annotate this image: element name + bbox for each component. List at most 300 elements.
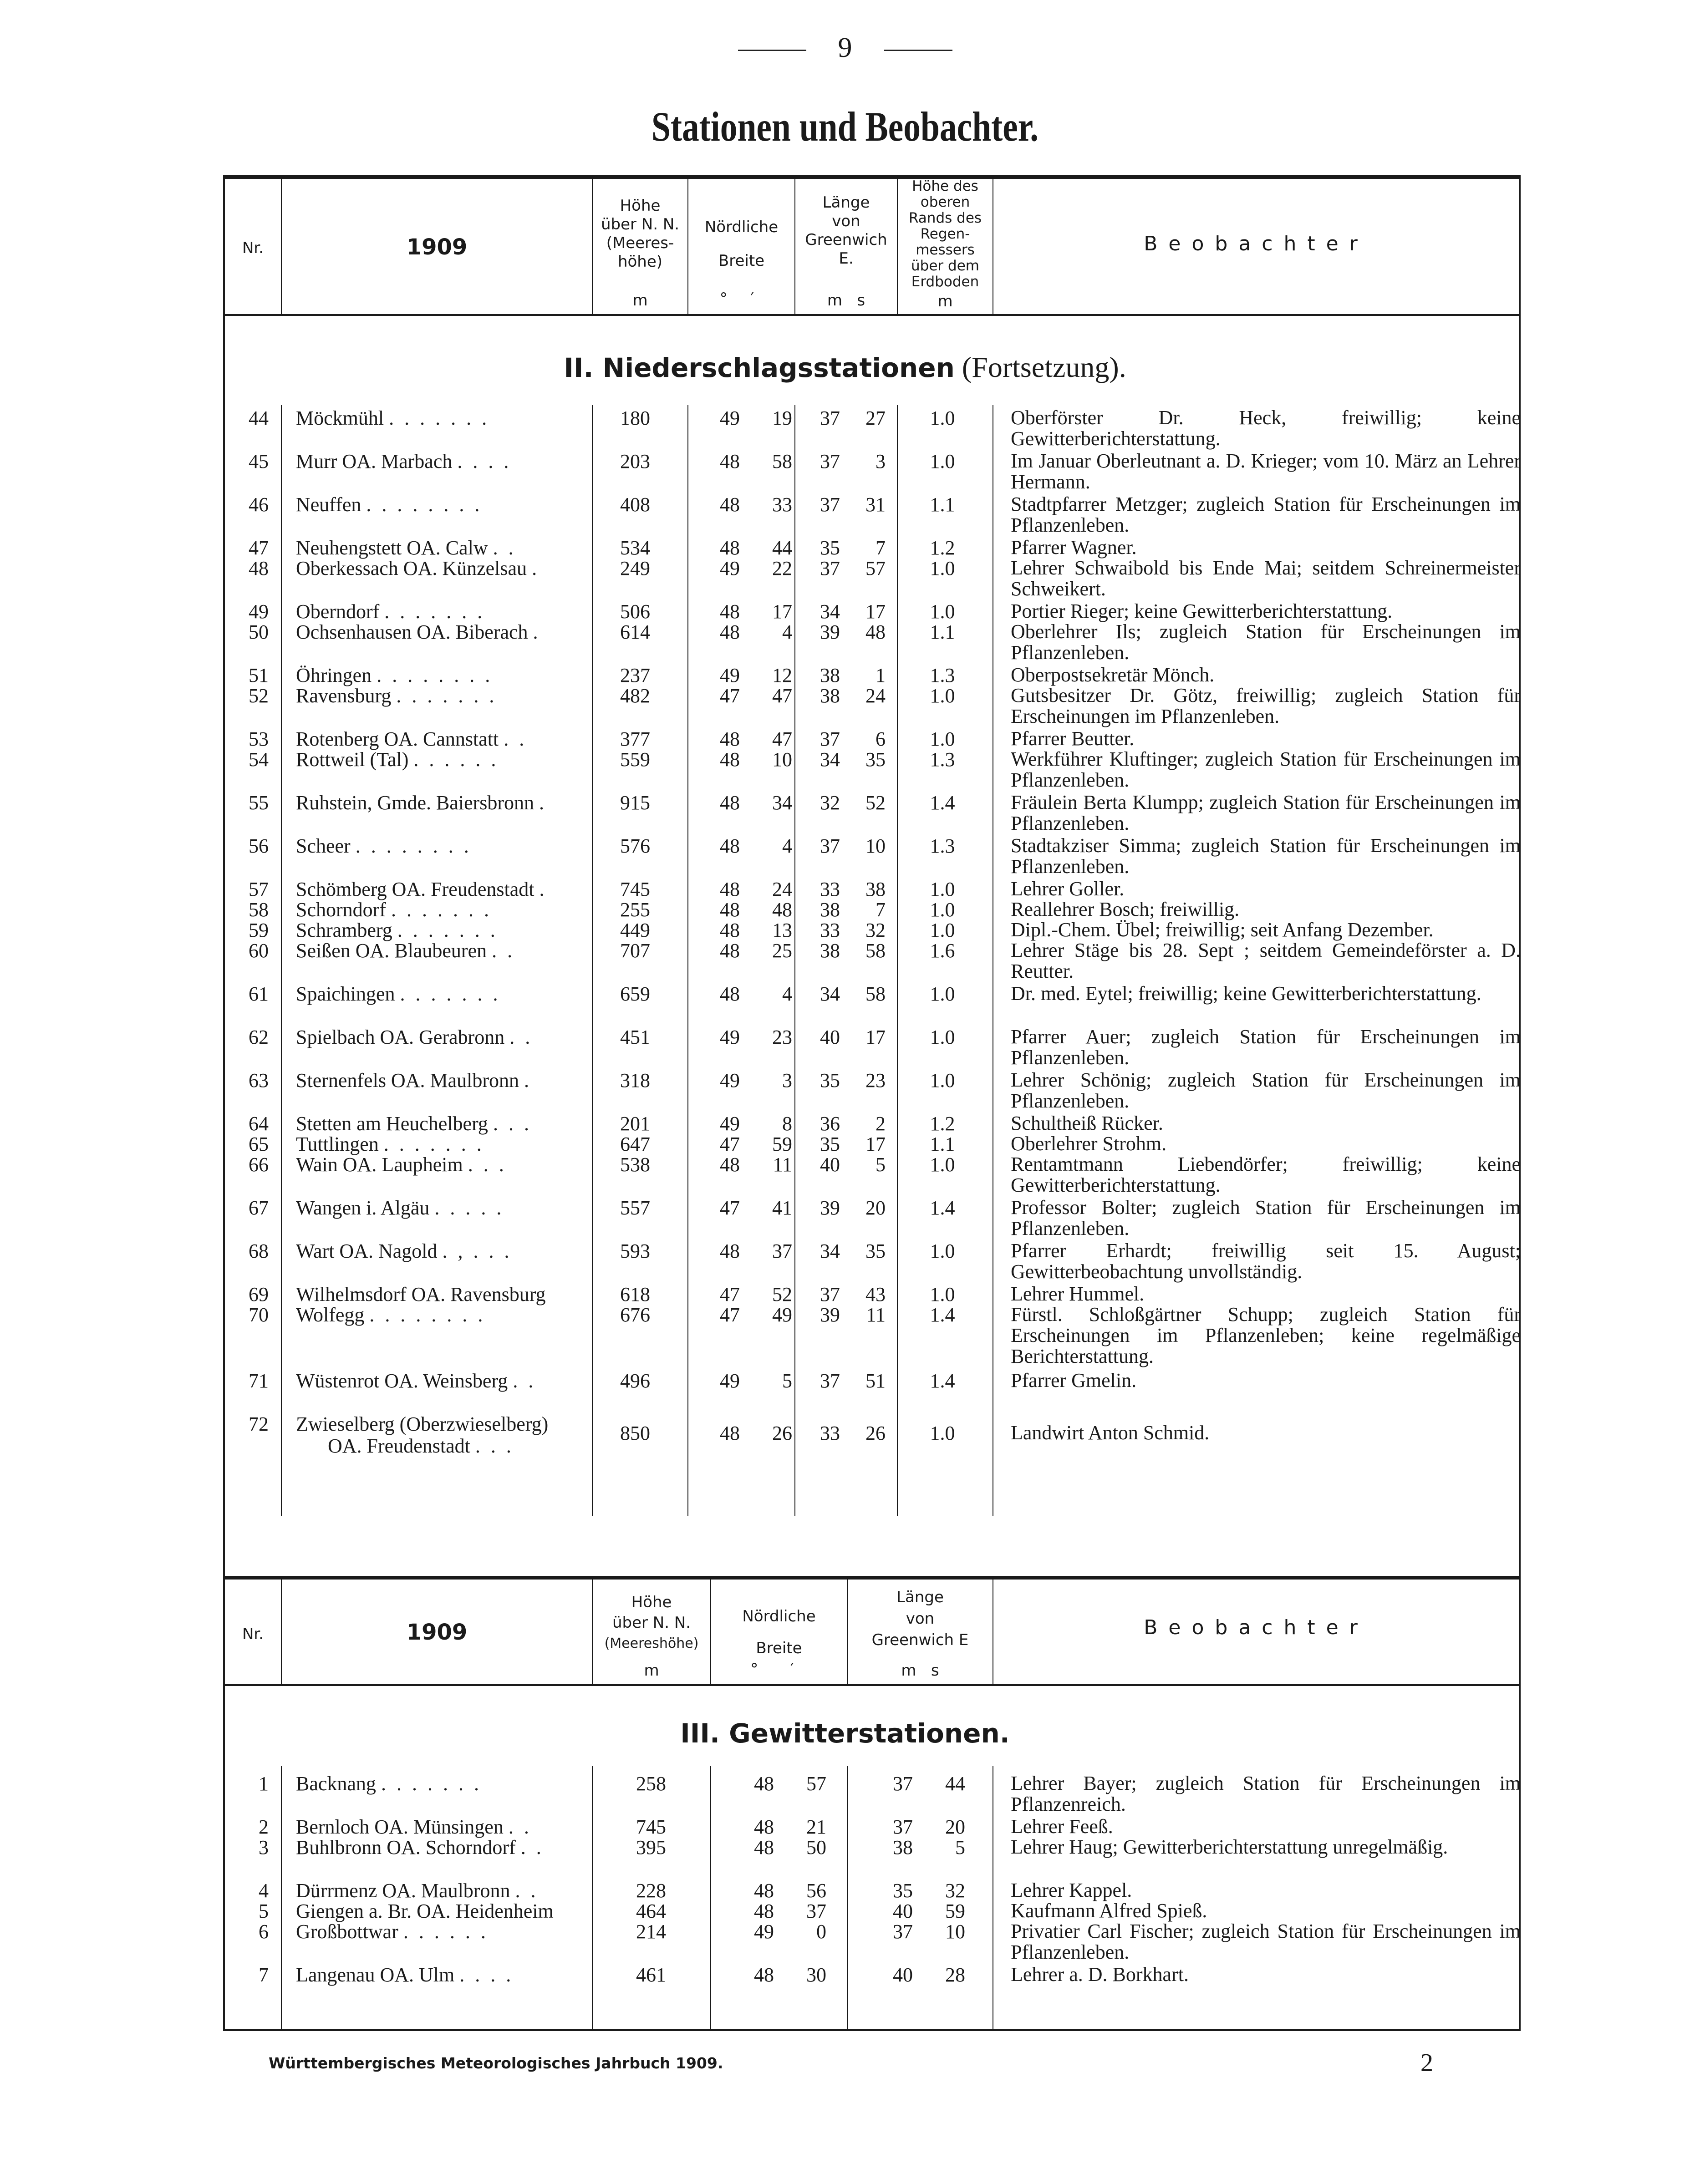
station-number: 3 [259, 1836, 269, 1859]
station-name [296, 1900, 596, 1922]
header-gauge-line: messers [916, 242, 975, 258]
longitude-seconds: 43 [865, 1283, 886, 1305]
longitude-minutes: 34 [820, 1240, 840, 1262]
longitude-seconds: 58 [865, 940, 886, 962]
longitude-minutes: 35 [893, 1879, 913, 1902]
header-longitude [795, 193, 897, 268]
leader-dots: . . [513, 1370, 536, 1392]
header-longitude-line: von [832, 212, 860, 230]
leader-dots: . . . . . . [413, 749, 499, 771]
longitude-minutes: 33 [820, 1422, 840, 1444]
station-name-text: Schramberg [296, 919, 392, 941]
observer-text: Lehrer Bayer; zugleich Station für Erscheinungen im Pflanzenreich. [1011, 1772, 1521, 1815]
leader-dots: . . . . . . . [396, 685, 497, 707]
longitude-seconds: 23 [865, 1069, 886, 1092]
longitude-seconds: 26 [865, 1422, 886, 1444]
station-name [296, 665, 596, 686]
header2-longitude [848, 1587, 993, 1651]
latitude-minutes: 21 [806, 1816, 826, 1838]
station-altitude: 614 [620, 621, 650, 643]
longitude-minutes: 37 [820, 493, 840, 516]
observer-text: Landwirt Anton Schmid. [1011, 1422, 1210, 1444]
leader-dots: . . [509, 1026, 533, 1048]
longitude-minutes: 37 [820, 557, 840, 579]
gauge-height: 1.0 [930, 1026, 955, 1048]
station-name [296, 1113, 596, 1135]
station-number: 70 [249, 1304, 269, 1326]
station-name [296, 1413, 596, 1457]
leader-dots: . . . . . . . [389, 407, 490, 429]
station-name [296, 685, 596, 707]
table-row [0, 557, 1690, 600]
station-number: 63 [249, 1069, 269, 1092]
latitude-degrees: 48 [720, 1153, 740, 1176]
leader-dots: . . . . . . . [397, 919, 498, 941]
leader-dots: . [533, 621, 541, 643]
station-altitude: 237 [620, 664, 650, 686]
station-altitude: 377 [620, 728, 650, 750]
longitude-seconds: 20 [945, 1816, 965, 1838]
section-title-rest: (Fortsetzung). [962, 351, 1126, 383]
latitude-degrees: 48 [754, 1836, 774, 1859]
longitude-seconds: 3 [876, 450, 886, 472]
latitude-minutes: 41 [772, 1197, 792, 1219]
latitude-minutes: 52 [772, 1283, 792, 1305]
table-row [0, 983, 1690, 1006]
station-name [296, 558, 596, 579]
gauge-height: 1.3 [930, 835, 955, 857]
longitude-seconds: 1 [876, 664, 886, 686]
gauge-height: 1.6 [930, 940, 955, 962]
longitude-minutes: 37 [893, 1816, 913, 1838]
gauge-height: 1.0 [930, 1283, 955, 1305]
latitude-minutes: 4 [782, 621, 792, 643]
longitude-minutes: 37 [820, 835, 840, 857]
station-name-text: Wangen i. Algäu [296, 1197, 430, 1219]
gauge-height: 1.0 [930, 1422, 955, 1444]
longitude-seconds: 11 [866, 1304, 886, 1326]
table-row [0, 1026, 1690, 1069]
station-altitude: 461 [636, 1964, 666, 1986]
table-row [0, 1153, 1690, 1196]
header2-longitude-line: Länge [896, 1588, 944, 1606]
observer-text: Fürstl. Schloßgärtner Schupp; zugleich Station für Erscheinungen im Pflanzenleben; keine regelmäßige Berichterstattung. [1011, 1303, 1521, 1367]
table-row [0, 1413, 1690, 1457]
gauge-height: 1.0 [930, 899, 955, 921]
leader-dots: . [539, 879, 547, 900]
station-name [296, 1026, 596, 1048]
header-longitude-line: Länge [822, 193, 870, 212]
gauge-height: 1.0 [930, 1153, 955, 1176]
station-name [296, 537, 596, 559]
station-name [296, 749, 596, 771]
longitude-seconds: 31 [865, 493, 886, 516]
station-altitude: 538 [620, 1153, 650, 1176]
header2-altitude [593, 1592, 710, 1654]
latitude-minutes: 58 [772, 450, 792, 472]
station-name-text: Spielbach OA. Gerabronn [296, 1026, 505, 1048]
header-latitude [688, 210, 794, 278]
latitude-minutes: 22 [772, 557, 792, 579]
station-name [296, 1964, 596, 1986]
station-name [296, 899, 596, 921]
leader-dots: . . . [493, 1113, 532, 1135]
header2-year: 1909 [406, 1620, 468, 1645]
longitude-minutes: 40 [893, 1900, 913, 1922]
gauge-height: 1.0 [930, 919, 955, 941]
longitude-minutes: 37 [893, 1920, 913, 1943]
header-dash-right [884, 50, 952, 51]
leader-dots: . . . . . . . . [366, 494, 483, 516]
longitude-seconds: 6 [876, 728, 886, 750]
station-name-text: Schorndorf [296, 899, 386, 921]
observer-text: Oberpostsekretär Mönch. [1011, 664, 1215, 686]
station-altitude: 496 [620, 1370, 650, 1392]
longitude-seconds: 27 [865, 407, 886, 429]
table-row [0, 879, 1690, 901]
longitude-minutes: 38 [820, 685, 840, 707]
header2-longitude-line: von [906, 1610, 935, 1628]
station-name [296, 1837, 596, 1859]
gauge-height: 1.0 [930, 685, 955, 707]
table-row [0, 791, 1690, 834]
header2-observer: Beobachter [1144, 1616, 1369, 1639]
leader-dots: . . [492, 940, 515, 962]
station-altitude: 576 [620, 835, 650, 857]
leader-dots: . . . . . [434, 1197, 504, 1219]
latitude-degrees: 49 [720, 1069, 740, 1092]
station-altitude: 745 [620, 878, 650, 900]
latitude-degrees: 48 [720, 1240, 740, 1262]
longitude-minutes: 33 [820, 919, 840, 941]
longitude-seconds: 35 [865, 748, 886, 771]
latitude-degrees: 49 [720, 664, 740, 686]
longitude-minutes: 34 [820, 748, 840, 771]
station-name [296, 407, 596, 429]
latitude-minutes: 3 [782, 1069, 792, 1092]
observer-text: Kaufmann Alfred Spieß. [1011, 1900, 1207, 1922]
station-name-text: Giengen a. Br. OA. Heidenheim [296, 1900, 554, 1922]
station-name [296, 1070, 596, 1092]
section-title-bold: III. Gewitterstationen. [680, 1718, 1010, 1749]
table-row [0, 450, 1690, 493]
longitude-minutes: 38 [820, 664, 840, 686]
latitude-minutes: 23 [772, 1026, 792, 1048]
longitude-minutes: 38 [820, 940, 840, 962]
station-name-text: Spaichingen [296, 983, 395, 1005]
station-number: 50 [249, 621, 269, 643]
latitude-degrees: 48 [720, 878, 740, 900]
header2-latitude [711, 1600, 847, 1664]
station-name [296, 621, 596, 643]
latitude-degrees: 48 [720, 748, 740, 771]
table-row [0, 1837, 1690, 1859]
header2-latitude-unit: ° ′ [750, 1660, 808, 1678]
station-altitude: 707 [620, 940, 650, 962]
latitude-minutes: 11 [773, 1153, 792, 1176]
table-2-top-rule [223, 1576, 1521, 1580]
observer-text: Pfarrer Gmelin. [1011, 1369, 1137, 1392]
longitude-minutes: 35 [820, 1133, 840, 1155]
gauge-height: 1.0 [930, 450, 955, 472]
leader-dots: . . [493, 537, 516, 559]
latitude-minutes: 50 [806, 1836, 826, 1859]
observer-text: Schultheiß Rücker. [1011, 1112, 1163, 1134]
latitude-degrees: 48 [720, 835, 740, 857]
longitude-seconds: 17 [865, 1133, 886, 1155]
station-name-text: Dürrmenz OA. Maulbronn [296, 1880, 510, 1902]
station-name-text: Schömberg OA. Freudenstadt [296, 879, 534, 900]
latitude-degrees: 49 [754, 1920, 774, 1943]
gauge-height: 1.4 [930, 1197, 955, 1219]
station-altitude: 451 [620, 1026, 650, 1048]
station-altitude: 255 [620, 899, 650, 921]
station-altitude: 506 [620, 600, 650, 623]
longitude-seconds: 28 [945, 1964, 965, 1986]
gauge-height: 1.1 [930, 1133, 955, 1155]
observer-text: Fräulein Berta Klumpp; zugleich Station für Erscheinungen im Pflanzenleben. [1011, 791, 1521, 834]
station-altitude: 482 [620, 685, 650, 707]
observer-text: Oberlehrer Ils; zugleich Station für Erscheinungen im Pflanzenleben. [1011, 620, 1521, 664]
latitude-degrees: 47 [720, 1283, 740, 1305]
longitude-minutes: 34 [820, 600, 840, 623]
latitude-degrees: 49 [720, 1370, 740, 1392]
longitude-minutes: 34 [820, 983, 840, 1005]
longitude-minutes: 36 [820, 1112, 840, 1135]
station-altitude: 449 [620, 919, 650, 941]
leader-dots: . . . . . . . [384, 601, 485, 623]
longitude-seconds: 52 [865, 792, 886, 814]
table-row [0, 1370, 1690, 1393]
station-name-text: Zwieselberg (Oberzwieselberg) [296, 1413, 549, 1435]
table-row [0, 1964, 1690, 1987]
header-altitude-line: (Meeres- [606, 234, 674, 252]
latitude-minutes: 12 [772, 664, 792, 686]
longitude-minutes: 37 [820, 1283, 840, 1305]
station-name [296, 1154, 596, 1176]
longitude-seconds: 5 [955, 1836, 965, 1859]
longitude-minutes: 37 [820, 1370, 840, 1392]
header-gauge-height [898, 178, 993, 290]
station-name-text: Möckmühl [296, 407, 384, 429]
table-row [0, 1303, 1690, 1367]
table-row [0, 406, 1690, 450]
latitude-minutes: 13 [772, 919, 792, 941]
latitude-minutes: 25 [772, 940, 792, 962]
table-row [0, 1069, 1690, 1112]
header-nr: Nr. [242, 239, 264, 257]
observer-text: Oberlehrer Strohm. [1011, 1133, 1167, 1155]
station-name-text: Tuttlingen [296, 1133, 379, 1155]
latitude-minutes: 44 [772, 537, 792, 559]
station-altitude: 618 [620, 1283, 650, 1305]
station-name-text: Rottweil (Tal) [296, 749, 409, 771]
station-altitude: 228 [636, 1879, 666, 1902]
station-name [296, 879, 596, 900]
header-altitude-line: über N. N. [601, 215, 680, 234]
station-name-text: Langenau OA. Ulm [296, 1964, 455, 1986]
observer-text: Pfarrer Beutter. [1011, 727, 1135, 750]
station-number: 65 [249, 1133, 269, 1155]
gauge-height: 1.1 [930, 493, 955, 516]
station-name [296, 494, 596, 516]
observer-text: Lehrer a. D. Borkhart. [1011, 1963, 1189, 1986]
latitude-degrees: 48 [720, 450, 740, 472]
station-name-text: Wüstenrot OA. Weinsberg [296, 1370, 508, 1392]
observer-text: Lehrer Haug; Gewitterberichterstattung unregelmäßig. [1011, 1836, 1448, 1858]
observer-text: Oberförster Dr. Heck, freiwillig; keine Gewitterberichterstattung. [1011, 406, 1521, 450]
longitude-minutes: 40 [893, 1964, 913, 1986]
station-name-text: Scheer [296, 835, 351, 857]
station-name [296, 728, 596, 750]
longitude-seconds: 48 [865, 621, 886, 643]
latitude-degrees: 48 [754, 1964, 774, 1986]
station-number: 69 [249, 1283, 269, 1305]
longitude-seconds: 10 [945, 1920, 965, 1943]
header-longitude-unit: m s [827, 291, 865, 310]
latitude-degrees: 48 [720, 621, 740, 643]
gauge-height: 1.0 [930, 1069, 955, 1092]
station-number: 62 [249, 1026, 269, 1048]
header-gauge-line: oberen [920, 194, 970, 210]
leader-dots: . . . [468, 1154, 507, 1176]
gauge-height: 1.0 [930, 407, 955, 429]
header2-altitude-line: (Meereshöhe) [604, 1635, 699, 1651]
station-altitude: 745 [636, 1816, 666, 1838]
station-name [296, 940, 596, 962]
latitude-degrees: 48 [754, 1816, 774, 1838]
observer-text: Professor Bolter; zugleich Station für Erscheinungen im Pflanzenleben. [1011, 1196, 1521, 1239]
header2-altitude-line: Höhe [631, 1593, 672, 1611]
latitude-degrees: 48 [720, 919, 740, 941]
longitude-minutes: 38 [820, 899, 840, 921]
leader-dots: . . [515, 1880, 539, 1902]
station-number: 2 [259, 1816, 269, 1838]
page-number: 9 [838, 32, 852, 63]
longitude-seconds: 58 [865, 983, 886, 1005]
station-name [296, 451, 596, 472]
leader-dots: . [539, 792, 547, 814]
station-name-text: Backnang [296, 1773, 376, 1795]
station-altitude: 850 [620, 1422, 650, 1444]
station-name-text: Öhringen [296, 665, 372, 686]
gauge-height: 1.4 [930, 792, 955, 814]
station-number: 56 [249, 835, 269, 857]
station-name-text: Großbottwar [296, 1921, 398, 1943]
latitude-minutes: 24 [772, 878, 792, 900]
latitude-degrees: 47 [720, 1197, 740, 1219]
observer-text: Lehrer Hummel. [1011, 1283, 1145, 1305]
observer-text: Lehrer Goller. [1011, 878, 1125, 900]
station-name-text: Seißen OA. Blaubeuren [296, 940, 487, 962]
header-gauge-line: Erdboden [911, 274, 979, 290]
gauge-height: 1.4 [930, 1304, 955, 1326]
longitude-minutes: 35 [820, 1069, 840, 1092]
station-name-text: Ruhstein, Gmde. Baiersbronn [296, 792, 534, 814]
leader-dots: . . [520, 1837, 544, 1859]
table-row [0, 1880, 1690, 1903]
longitude-minutes: 37 [820, 728, 840, 750]
leader-dots: . [524, 1070, 532, 1092]
latitude-minutes: 47 [772, 728, 792, 750]
station-number: 55 [249, 792, 269, 814]
station-altitude: 464 [636, 1900, 666, 1922]
table-2-header-rule [223, 1684, 1521, 1686]
longitude-minutes: 32 [820, 792, 840, 814]
station-name-text: Bernloch OA. Münsingen [296, 1816, 504, 1838]
latitude-degrees: 48 [754, 1879, 774, 1902]
station-name [296, 1370, 596, 1392]
latitude-minutes: 47 [772, 685, 792, 707]
longitude-seconds: 17 [865, 600, 886, 623]
section-title-bold: II. Niederschlagsstationen [564, 352, 955, 383]
longitude-seconds: 7 [876, 537, 886, 559]
latitude-degrees: 48 [720, 493, 740, 516]
latitude-degrees: 48 [720, 1422, 740, 1444]
header2-altitude-unit: m [644, 1661, 659, 1680]
longitude-minutes: 39 [820, 621, 840, 643]
latitude-minutes: 5 [782, 1370, 792, 1392]
station-number: 49 [249, 600, 269, 623]
station-name [296, 1240, 596, 1262]
station-name-text: Ochsenhausen OA. Biberach [296, 621, 528, 643]
station-name [296, 1197, 596, 1219]
station-number: 47 [249, 537, 269, 559]
station-altitude: 534 [620, 537, 650, 559]
longitude-seconds: 17 [865, 1026, 886, 1048]
gauge-height: 1.2 [930, 537, 955, 559]
table-row [0, 939, 1690, 982]
latitude-degrees: 48 [754, 1900, 774, 1922]
station-number: 59 [249, 919, 269, 941]
longitude-minutes: 33 [820, 878, 840, 900]
header2-longitude-line: Greenwich E [871, 1631, 969, 1649]
table-row [0, 834, 1690, 878]
observer-text: Stadtpfarrer Metzger; zugleich Station für Erscheinungen im Pflanzenleben. [1011, 493, 1521, 536]
gauge-height: 1.3 [930, 664, 955, 686]
station-name-text: Neuhengstett OA. Calw [296, 537, 488, 559]
header2-altitude-line: über N. N. [612, 1614, 691, 1632]
longitude-seconds: 35 [865, 1240, 886, 1262]
header-longitude-line: Greenwich [805, 231, 887, 249]
gauge-height: 1.0 [930, 878, 955, 900]
station-number: 61 [249, 983, 269, 1005]
station-name [296, 1880, 596, 1902]
station-altitude: 249 [620, 557, 650, 579]
latitude-minutes: 8 [782, 1112, 792, 1135]
longitude-seconds: 44 [945, 1773, 965, 1795]
longitude-minutes: 38 [893, 1836, 913, 1859]
longitude-minutes: 37 [893, 1773, 913, 1795]
table-row [0, 1113, 1690, 1136]
station-name [296, 835, 596, 857]
gauge-height: 1.0 [930, 600, 955, 623]
table-row [0, 1196, 1690, 1239]
header-altitude [593, 197, 687, 271]
table-row [0, 684, 1690, 727]
station-number: 6 [259, 1920, 269, 1943]
table-2-bottom-rule [223, 2029, 1521, 2031]
latitude-degrees: 48 [720, 792, 740, 814]
header2-nr: Nr. [242, 1625, 264, 1643]
longitude-minutes: 39 [820, 1197, 840, 1219]
gauge-height: 1.0 [930, 728, 955, 750]
station-altitude: 395 [636, 1836, 666, 1859]
station-number: 48 [249, 557, 269, 579]
station-name [296, 919, 596, 941]
latitude-degrees: 48 [720, 728, 740, 750]
observer-text: Lehrer Feeß. [1011, 1815, 1113, 1838]
